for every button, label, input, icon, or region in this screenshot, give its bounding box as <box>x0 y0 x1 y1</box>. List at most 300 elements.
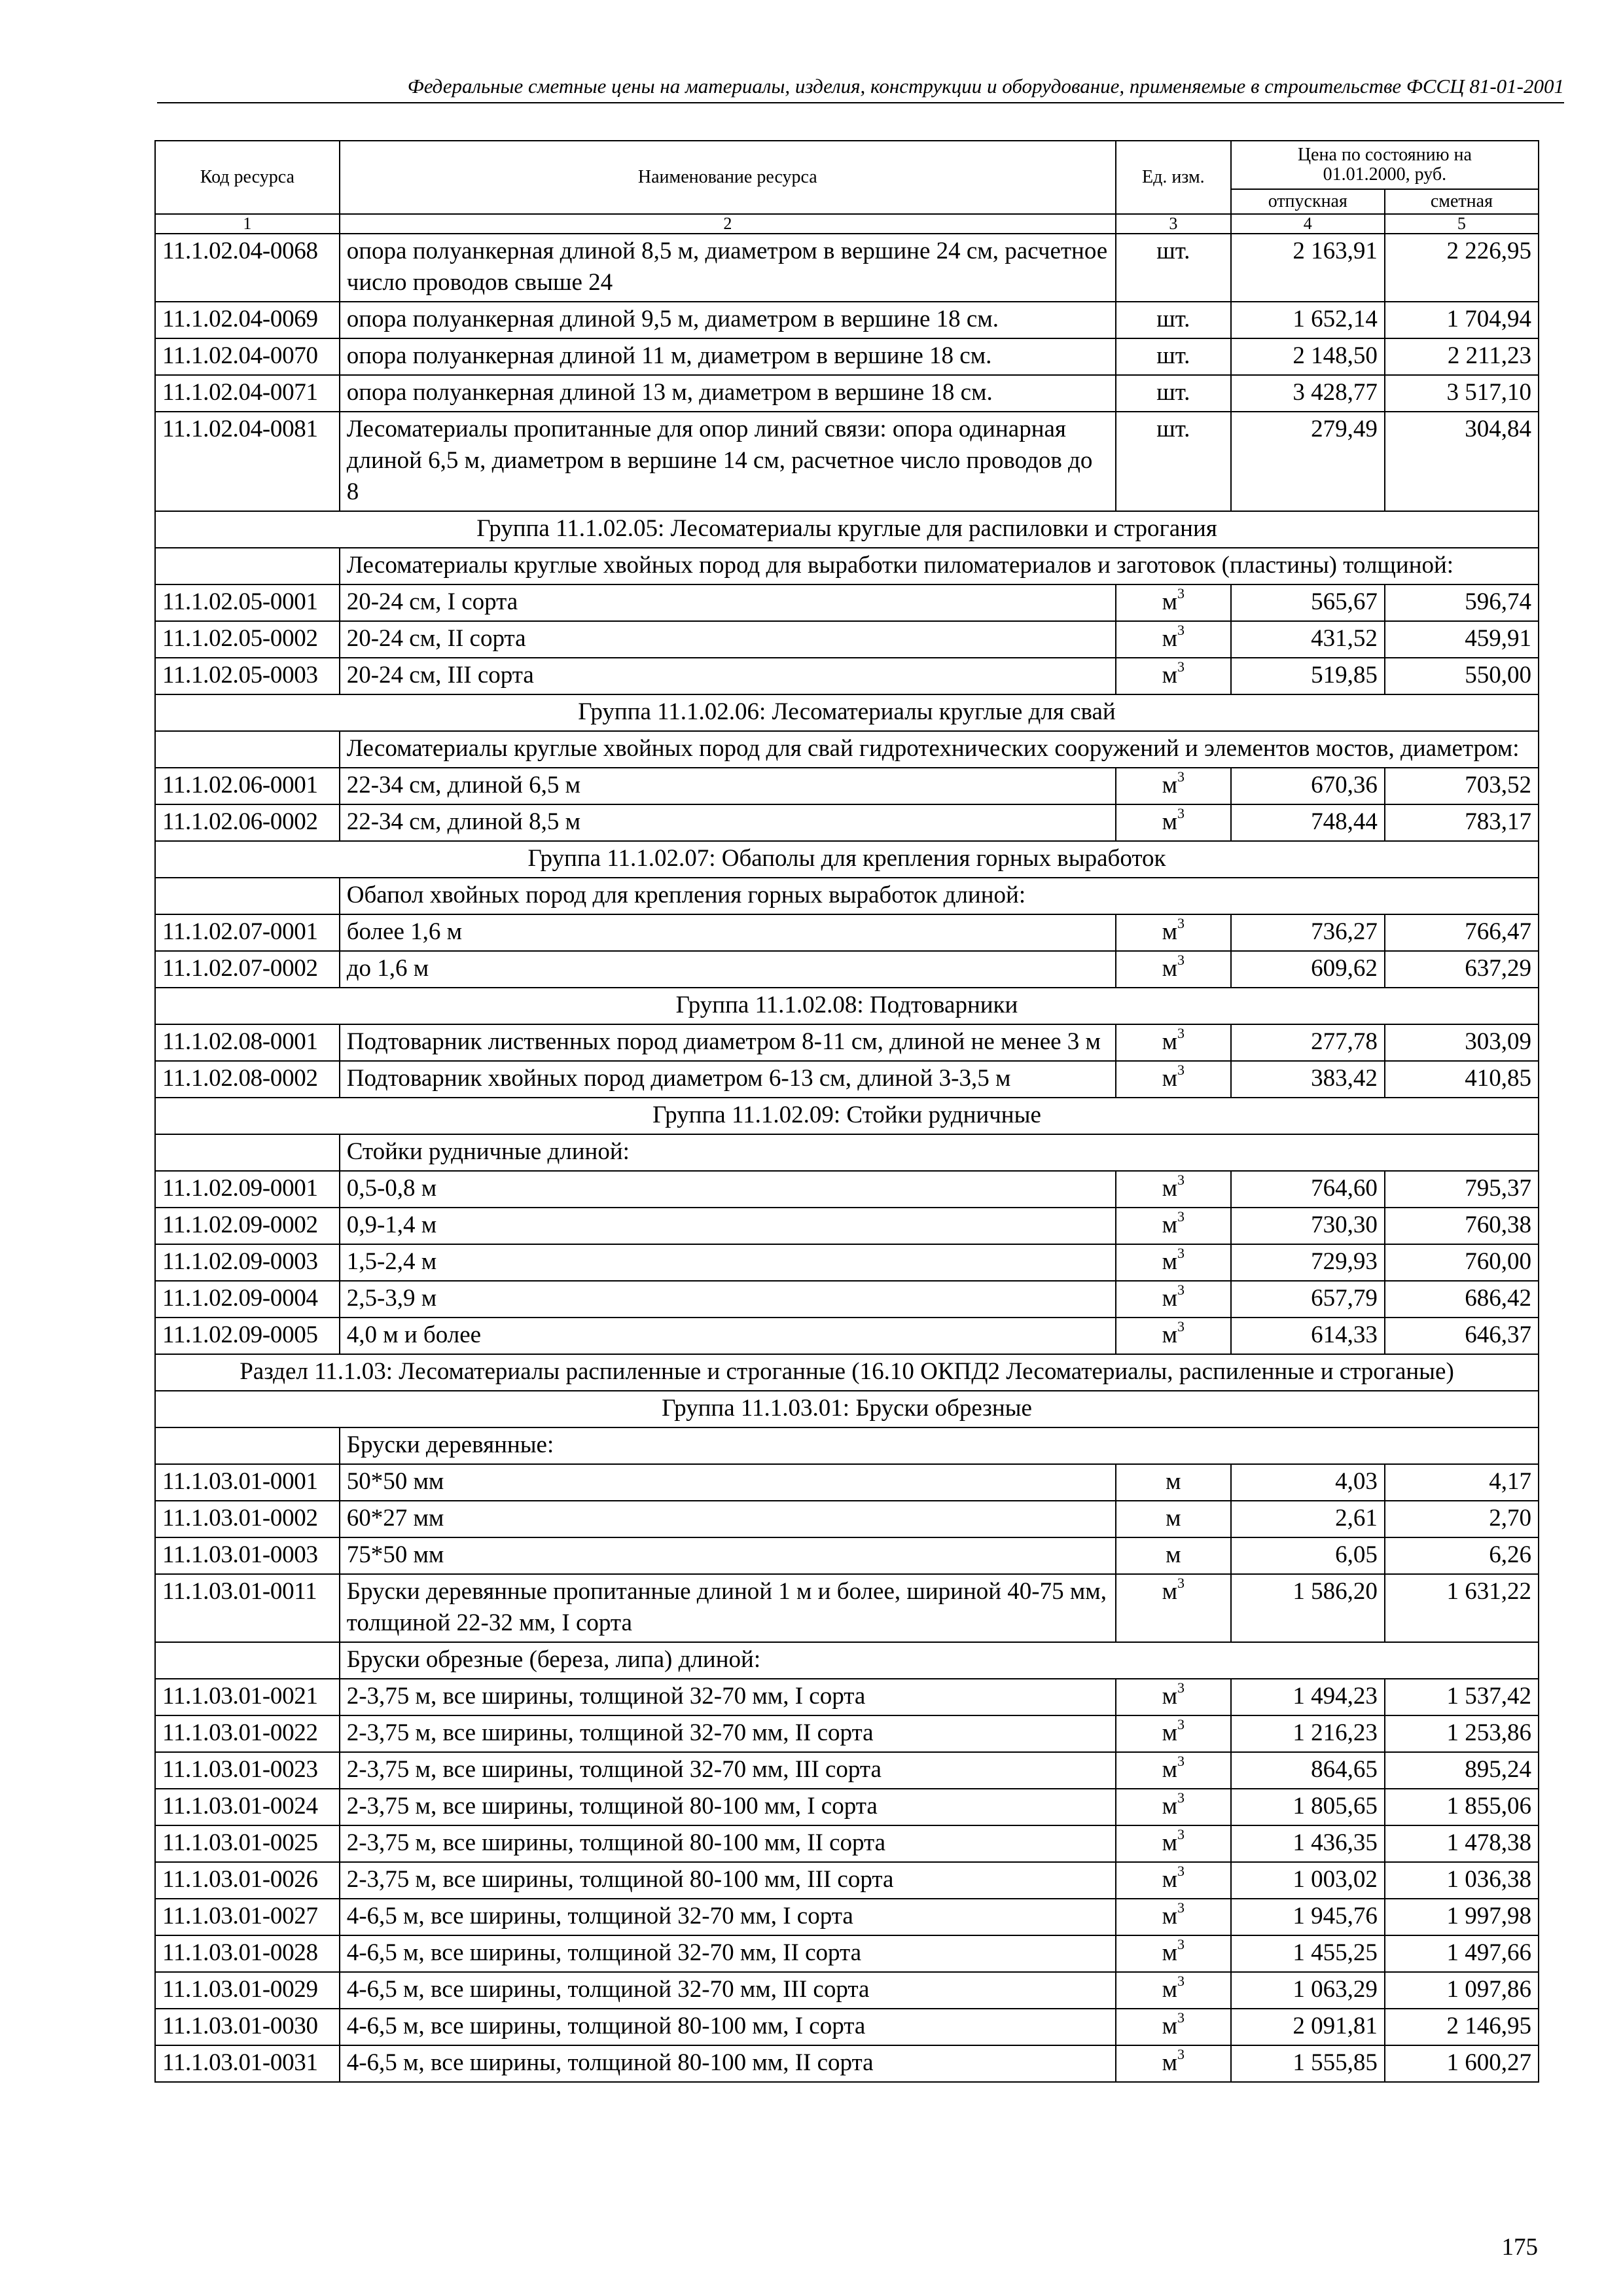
subheading-text: Бруски деревянные: <box>340 1427 1539 1464</box>
table-row <box>155 1464 1539 1501</box>
resource-code: 11.1.02.09-0003 <box>155 1244 340 1281</box>
resource-name: до 1,6 м <box>340 951 1116 988</box>
table-row <box>155 1862 1539 1899</box>
empty-code-cell <box>155 1134 340 1171</box>
unit-cell <box>1116 375 1231 412</box>
price-estimate: 304,84 <box>1385 412 1539 511</box>
price-estimate: 1 036,38 <box>1385 1862 1539 1899</box>
table-row <box>155 1825 1539 1862</box>
price-estimate: 1 253,86 <box>1385 1715 1539 1752</box>
unit-exponent: 3 <box>1177 1789 1185 1806</box>
price-release: 1 494,23 <box>1231 1679 1385 1715</box>
unit-cell <box>1116 804 1231 841</box>
unit-cell <box>1116 1679 1231 1715</box>
price-release: 2 091,81 <box>1231 2009 1385 2045</box>
resource-name: 1,5-2,4 м <box>340 1244 1116 1281</box>
resource-code: 11.1.03.01-0002 <box>155 1501 340 1537</box>
table-row <box>155 584 1539 621</box>
resource-code: 11.1.02.05-0001 <box>155 584 340 621</box>
resource-name: 60*27 мм <box>340 1501 1116 1537</box>
price-estimate: 637,29 <box>1385 951 1539 988</box>
unit-exponent: 3 <box>1177 768 1185 785</box>
table-row <box>155 1935 1539 1972</box>
resource-name: 22-34 см, длиной 6,5 м <box>340 768 1116 804</box>
price-release: 3 428,77 <box>1231 375 1385 412</box>
price-release: 6,05 <box>1231 1537 1385 1574</box>
table-row <box>155 2045 1539 2082</box>
unit-cell <box>1116 2009 1231 2045</box>
resource-code: 11.1.02.04-0081 <box>155 412 340 511</box>
unit-cell <box>1116 1715 1231 1752</box>
section-heading: Раздел 11.1.03: Лесоматериалы распиленные и строганные (16.10 ОКПД2 Лесоматериалы, распиленные и строганые) <box>155 1354 1539 1391</box>
unit-cell <box>1116 768 1231 804</box>
table-row <box>155 1318 1539 1354</box>
unit-exponent: 3 <box>1177 1024 1185 1041</box>
resource-code: 11.1.02.09-0001 <box>155 1171 340 1208</box>
unit-cell <box>1116 1752 1231 1789</box>
table-row <box>155 1715 1539 1752</box>
table-row <box>155 621 1539 658</box>
unit-cell <box>1116 951 1231 988</box>
price-release: 864,65 <box>1231 1752 1385 1789</box>
resource-name: 2-3,75 м, все ширины, толщиной 80-100 мм, III сорта <box>340 1862 1116 1899</box>
price-release: 383,42 <box>1231 1061 1385 1098</box>
header-price: Цена по состоянию на 01.01.2000, руб. <box>1231 141 1539 189</box>
unit-exponent: 3 <box>1177 1899 1185 1916</box>
resource-name: опора полуанкерная длиной 13 м, диаметром в вершине 18 см. <box>340 375 1116 412</box>
group-heading-row <box>155 1391 1539 1427</box>
unit-text: м <box>1162 1065 1178 1092</box>
subheading-text: Стойки рудничные длиной: <box>340 1134 1539 1171</box>
unit-text: м <box>1162 1028 1178 1055</box>
unit-cell <box>1116 1061 1231 1098</box>
price-release: 729,93 <box>1231 1244 1385 1281</box>
resource-name: 22-34 см, длиной 8,5 м <box>340 804 1116 841</box>
column-number: 2 <box>340 214 1116 234</box>
resource-name: Подтоварник лиственных пород диаметром 8-11 см, длиной не менее 3 м <box>340 1024 1116 1061</box>
group-heading: Группа 11.1.02.05: Лесоматериалы круглые для распиловки и строгания <box>155 511 1539 548</box>
page-number: 175 <box>1501 2234 1538 2261</box>
price-table <box>154 140 1539 2083</box>
resource-name: 4-6,5 м, все ширины, толщиной 32-70 мм, II сорта <box>340 1935 1116 1972</box>
resource-code: 11.1.03.01-0030 <box>155 2009 340 2045</box>
unit-text: м <box>1162 2049 1178 2076</box>
resource-name: Лесоматериалы пропитанные для опор линий связи: опора одинарная длиной 6,5 м, диаметром в вершине 14 см, расчетное число проводов до 8 <box>340 412 1116 511</box>
price-estimate: 1 537,42 <box>1385 1679 1539 1715</box>
unit-cell <box>1116 1464 1231 1501</box>
resource-name: 2-3,75 м, все ширины, толщиной 32-70 мм, II сорта <box>340 1715 1116 1752</box>
unit-text: шт. <box>1156 306 1190 332</box>
subheading-text: Бруски обрезные (береза, липа) длиной: <box>340 1642 1539 1679</box>
price-estimate: 4,17 <box>1385 1464 1539 1501</box>
resource-name: опора полуанкерная длиной 11 м, диаметром в вершине 18 см. <box>340 338 1116 375</box>
unit-cell <box>1116 1862 1231 1899</box>
price-estimate: 1 600,27 <box>1385 2045 1539 2082</box>
resource-code: 11.1.02.05-0003 <box>155 658 340 694</box>
table-row <box>155 1208 1539 1244</box>
unit-cell <box>1116 1789 1231 1825</box>
table-row <box>155 1024 1539 1061</box>
table-row <box>155 1679 1539 1715</box>
resource-code: 11.1.02.05-0002 <box>155 621 340 658</box>
subheading-row <box>155 1427 1539 1464</box>
resource-code: 11.1.03.01-0021 <box>155 1679 340 1715</box>
price-release: 670,36 <box>1231 768 1385 804</box>
price-estimate: 1 631,22 <box>1385 1574 1539 1642</box>
price-estimate: 760,00 <box>1385 1244 1539 1281</box>
unit-text: м <box>1162 1866 1178 1893</box>
price-release: 609,62 <box>1231 951 1385 988</box>
running-header: Федеральные сметные цены на материалы, изделия, конструкции и оборудование, применяемые в строительстве ФССЦ 81-01-2001 <box>157 73 1564 103</box>
unit-text: м <box>1162 1719 1178 1746</box>
resource-code: 11.1.02.08-0001 <box>155 1024 340 1061</box>
resource-code: 11.1.02.04-0070 <box>155 338 340 375</box>
unit-exponent: 3 <box>1177 1244 1185 1261</box>
resource-name: 2-3,75 м, все ширины, толщиной 32-70 мм, III сорта <box>340 1752 1116 1789</box>
group-heading-row <box>155 988 1539 1024</box>
unit-cell <box>1116 1972 1231 2009</box>
price-release: 277,78 <box>1231 1024 1385 1061</box>
table-row <box>155 1972 1539 2009</box>
group-heading: Группа 11.1.02.07: Обаполы для крепления горных выработок <box>155 841 1539 878</box>
group-heading-row <box>155 841 1539 878</box>
resource-code: 11.1.03.01-0003 <box>155 1537 340 1574</box>
unit-exponent: 3 <box>1177 1862 1185 1879</box>
resource-code: 11.1.02.08-0002 <box>155 1061 340 1098</box>
resource-name: 2-3,75 м, все ширины, толщиной 32-70 мм, I сорта <box>340 1679 1116 1715</box>
unit-text: м <box>1162 918 1178 945</box>
unit-exponent: 3 <box>1177 1752 1185 1769</box>
unit-exponent: 3 <box>1177 658 1185 675</box>
unit-cell <box>1116 1825 1231 1862</box>
unit-exponent: 3 <box>1177 1935 1185 1952</box>
unit-cell <box>1116 302 1231 338</box>
unit-exponent: 3 <box>1177 621 1185 638</box>
resource-name: 2-3,75 м, все ширины, толщиной 80-100 мм, I сорта <box>340 1789 1116 1825</box>
resource-code: 11.1.03.01-0024 <box>155 1789 340 1825</box>
empty-code-cell <box>155 548 340 584</box>
resource-name: Подтоварник хвойных пород диаметром 6-13 см, длиной 3-3,5 м <box>340 1061 1116 1098</box>
unit-text: м <box>1162 1578 1178 1605</box>
column-number: 1 <box>155 214 340 234</box>
price-release: 730,30 <box>1231 1208 1385 1244</box>
table-row <box>155 1171 1539 1208</box>
unit-text: м <box>1166 1468 1181 1495</box>
resource-name: 2-3,75 м, все ширины, толщиной 80-100 мм, II сорта <box>340 1825 1116 1862</box>
price-release: 1 455,25 <box>1231 1935 1385 1972</box>
unit-cell <box>1116 621 1231 658</box>
resource-code: 11.1.03.01-0031 <box>155 2045 340 2082</box>
resource-name: 4-6,5 м, все ширины, толщиной 32-70 мм, III сорта <box>340 1972 1116 2009</box>
resource-code: 11.1.03.01-0011 <box>155 1574 340 1642</box>
resource-name: 0,9-1,4 м <box>340 1208 1116 1244</box>
header-unit: Ед. изм. <box>1116 141 1231 214</box>
price-estimate: 550,00 <box>1385 658 1539 694</box>
table-row <box>155 302 1539 338</box>
unit-cell <box>1116 234 1231 302</box>
resource-name: опора полуанкерная длиной 8,5 м, диаметром в вершине 24 см, расчетное число проводов свыше 24 <box>340 234 1116 302</box>
table-row <box>155 412 1539 511</box>
unit-cell <box>1116 1208 1231 1244</box>
unit-text: м <box>1162 1211 1178 1238</box>
unit-exponent: 3 <box>1177 1061 1185 1078</box>
empty-code-cell <box>155 1427 340 1464</box>
empty-code-cell <box>155 1642 340 1679</box>
price-release: 764,60 <box>1231 1171 1385 1208</box>
unit-cell <box>1116 658 1231 694</box>
price-estimate: 1 478,38 <box>1385 1825 1539 1862</box>
table-row <box>155 338 1539 375</box>
resource-code: 11.1.02.09-0005 <box>155 1318 340 1354</box>
unit-text: м <box>1162 1939 1178 1966</box>
resource-code: 11.1.02.09-0002 <box>155 1208 340 1244</box>
unit-cell <box>1116 1935 1231 1972</box>
resource-name: 4,0 м и более <box>340 1318 1116 1354</box>
price-estimate: 6,26 <box>1385 1537 1539 1574</box>
table-header <box>155 141 1539 234</box>
resource-name: Бруски деревянные пропитанные длиной 1 м и более, шириной 40-75 мм, толщиной 22-32 мм, I сорта <box>340 1574 1116 1642</box>
price-release: 565,67 <box>1231 584 1385 621</box>
price-estimate: 2 146,95 <box>1385 2009 1539 2045</box>
price-estimate: 596,74 <box>1385 584 1539 621</box>
group-heading: Группа 11.1.02.08: Подтоварники <box>155 988 1539 1024</box>
price-estimate: 1 097,86 <box>1385 1972 1539 2009</box>
table-row <box>155 1574 1539 1642</box>
unit-text: шт. <box>1156 416 1190 442</box>
price-estimate: 686,42 <box>1385 1281 1539 1318</box>
header-price-estimate: сметная <box>1385 189 1539 214</box>
table-row <box>155 914 1539 951</box>
unit-exponent: 3 <box>1177 2045 1185 2062</box>
unit-text: м <box>1162 2013 1178 2039</box>
table-row <box>155 1244 1539 1281</box>
price-estimate: 3 517,10 <box>1385 375 1539 412</box>
unit-cell <box>1116 914 1231 951</box>
unit-text: м <box>1162 625 1178 652</box>
resource-name: 2,5-3,9 м <box>340 1281 1116 1318</box>
column-numbers-row <box>155 214 1539 234</box>
price-release: 1 216,23 <box>1231 1715 1385 1752</box>
unit-exponent: 3 <box>1177 584 1185 601</box>
unit-text: м <box>1162 1903 1178 1929</box>
table-row <box>155 1899 1539 1935</box>
group-heading: Группа 11.1.02.06: Лесоматериалы круглые для свай <box>155 694 1539 731</box>
subheading-text: Обапол хвойных пород для крепления горных выработок длиной: <box>340 878 1539 914</box>
table-row <box>155 951 1539 988</box>
resource-name: 75*50 мм <box>340 1537 1116 1574</box>
empty-code-cell <box>155 878 340 914</box>
price-estimate: 1 497,66 <box>1385 1935 1539 1972</box>
table-row <box>155 1537 1539 1574</box>
price-release: 657,79 <box>1231 1281 1385 1318</box>
resource-code: 11.1.03.01-0001 <box>155 1464 340 1501</box>
subheading-text: Лесоматериалы круглые хвойных пород для выработки пиломатериалов и заготовок (пластины) толщиной: <box>340 548 1539 584</box>
resource-name: 4-6,5 м, все ширины, толщиной 32-70 мм, I сорта <box>340 1899 1116 1935</box>
unit-exponent: 3 <box>1177 804 1185 821</box>
price-estimate: 2,70 <box>1385 1501 1539 1537</box>
unit-cell <box>1116 1899 1231 1935</box>
price-release: 1 063,29 <box>1231 1972 1385 2009</box>
unit-text: м <box>1162 1683 1178 1710</box>
price-release: 1 436,35 <box>1231 1825 1385 1862</box>
group-heading-row <box>155 694 1539 731</box>
unit-exponent: 3 <box>1177 2009 1185 2026</box>
unit-text: м <box>1162 1756 1178 1783</box>
unit-cell <box>1116 1281 1231 1318</box>
unit-cell <box>1116 338 1231 375</box>
unit-exponent: 3 <box>1177 1715 1185 1732</box>
unit-text: м <box>1162 1248 1178 1275</box>
price-release: 1 586,20 <box>1231 1574 1385 1642</box>
header-code: Код ресурса <box>155 141 340 214</box>
unit-exponent: 3 <box>1177 914 1185 931</box>
unit-text: м <box>1162 662 1178 689</box>
resource-code: 11.1.03.01-0025 <box>155 1825 340 1862</box>
table-row <box>155 1789 1539 1825</box>
price-estimate: 2 226,95 <box>1385 234 1539 302</box>
price-estimate: 1 997,98 <box>1385 1899 1539 1935</box>
resource-code: 11.1.02.04-0071 <box>155 375 340 412</box>
resource-name: 0,5-0,8 м <box>340 1171 1116 1208</box>
table-row <box>155 2009 1539 2045</box>
price-release: 2 163,91 <box>1231 234 1385 302</box>
empty-code-cell <box>155 731 340 768</box>
price-release: 1 003,02 <box>1231 1862 1385 1899</box>
table-row <box>155 1061 1539 1098</box>
resource-name: 50*50 мм <box>340 1464 1116 1501</box>
unit-text: шт. <box>1156 342 1190 369</box>
resource-code: 11.1.03.01-0026 <box>155 1862 340 1899</box>
price-release: 614,33 <box>1231 1318 1385 1354</box>
resource-code: 11.1.02.04-0068 <box>155 234 340 302</box>
subheading-row <box>155 548 1539 584</box>
unit-cell <box>1116 1501 1231 1537</box>
column-number: 3 <box>1116 214 1231 234</box>
price-estimate: 459,91 <box>1385 621 1539 658</box>
price-estimate: 1 704,94 <box>1385 302 1539 338</box>
unit-cell <box>1116 1024 1231 1061</box>
price-release: 748,44 <box>1231 804 1385 841</box>
unit-text: м <box>1162 808 1178 835</box>
unit-text: м <box>1162 1976 1178 2003</box>
resource-name: 20-24 см, II сорта <box>340 621 1116 658</box>
header-price-release: отпускная <box>1231 189 1385 214</box>
table-body <box>155 234 1539 2082</box>
unit-text: м <box>1162 1793 1178 1820</box>
subheading-row <box>155 1134 1539 1171</box>
price-release: 4,03 <box>1231 1464 1385 1501</box>
price-estimate: 703,52 <box>1385 768 1539 804</box>
group-heading: Группа 11.1.03.01: Бруски обрезные <box>155 1391 1539 1427</box>
unit-exponent: 3 <box>1177 1171 1185 1188</box>
header-name: Наименование ресурса <box>340 141 1116 214</box>
price-release: 736,27 <box>1231 914 1385 951</box>
column-number: 5 <box>1385 214 1539 234</box>
unit-text: шт. <box>1156 379 1190 406</box>
unit-cell <box>1116 584 1231 621</box>
resource-code: 11.1.03.01-0023 <box>155 1752 340 1789</box>
price-release: 431,52 <box>1231 621 1385 658</box>
resource-name: опора полуанкерная длиной 9,5 м, диаметром в вершине 18 см. <box>340 302 1116 338</box>
unit-exponent: 3 <box>1177 1972 1185 1989</box>
price-release: 2,61 <box>1231 1501 1385 1537</box>
resource-name: 4-6,5 м, все ширины, толщиной 80-100 мм, II сорта <box>340 2045 1116 2082</box>
unit-cell <box>1116 412 1231 511</box>
unit-exponent: 3 <box>1177 1208 1185 1225</box>
unit-text: шт. <box>1156 238 1190 264</box>
column-number: 4 <box>1231 214 1385 234</box>
price-estimate: 646,37 <box>1385 1318 1539 1354</box>
price-estimate: 2 211,23 <box>1385 338 1539 375</box>
unit-cell <box>1116 1244 1231 1281</box>
unit-exponent: 3 <box>1177 951 1185 968</box>
unit-cell <box>1116 1318 1231 1354</box>
resource-code: 11.1.03.01-0022 <box>155 1715 340 1752</box>
price-estimate: 766,47 <box>1385 914 1539 951</box>
table-row <box>155 375 1539 412</box>
group-heading: Группа 11.1.02.09: Стойки рудничные <box>155 1098 1539 1134</box>
section-heading-row <box>155 1354 1539 1391</box>
subheading-row <box>155 1642 1539 1679</box>
subheading-row <box>155 731 1539 768</box>
unit-text: м <box>1162 1175 1178 1202</box>
resource-code: 11.1.02.07-0002 <box>155 951 340 988</box>
resource-code: 11.1.02.07-0001 <box>155 914 340 951</box>
resource-code: 11.1.02.09-0004 <box>155 1281 340 1318</box>
unit-exponent: 3 <box>1177 1318 1185 1335</box>
table-row <box>155 1752 1539 1789</box>
unit-text: м <box>1166 1505 1181 1532</box>
group-heading-row <box>155 1098 1539 1134</box>
price-release: 279,49 <box>1231 412 1385 511</box>
subheading-row <box>155 878 1539 914</box>
table-row <box>155 1281 1539 1318</box>
price-estimate: 760,38 <box>1385 1208 1539 1244</box>
resource-code: 11.1.03.01-0027 <box>155 1899 340 1935</box>
unit-text: м <box>1162 1321 1178 1348</box>
unit-cell <box>1116 1171 1231 1208</box>
price-estimate: 410,85 <box>1385 1061 1539 1098</box>
unit-exponent: 3 <box>1177 1574 1185 1591</box>
table-row <box>155 234 1539 302</box>
price-release: 519,85 <box>1231 658 1385 694</box>
resource-code: 11.1.02.06-0001 <box>155 768 340 804</box>
unit-text: м <box>1162 1285 1178 1312</box>
group-heading-row <box>155 511 1539 548</box>
table-row <box>155 658 1539 694</box>
resource-code: 11.1.03.01-0029 <box>155 1972 340 2009</box>
price-release: 2 148,50 <box>1231 338 1385 375</box>
price-release: 1 652,14 <box>1231 302 1385 338</box>
unit-text: м <box>1162 588 1178 615</box>
unit-cell <box>1116 1537 1231 1574</box>
unit-text: м <box>1162 1829 1178 1856</box>
price-estimate: 303,09 <box>1385 1024 1539 1061</box>
price-release: 1 805,65 <box>1231 1789 1385 1825</box>
price-estimate: 783,17 <box>1385 804 1539 841</box>
unit-text: м <box>1166 1541 1181 1568</box>
subheading-text: Лесоматериалы круглые хвойных пород для свай гидротехнических сооружений и элементов мостов, диаметром: <box>340 731 1539 768</box>
price-release: 1 945,76 <box>1231 1899 1385 1935</box>
table-row <box>155 768 1539 804</box>
unit-exponent: 3 <box>1177 1825 1185 1842</box>
resource-name: 4-6,5 м, все ширины, толщиной 80-100 мм, I сорта <box>340 2009 1116 2045</box>
unit-exponent: 3 <box>1177 1679 1185 1696</box>
resource-name: 20-24 см, I сорта <box>340 584 1116 621</box>
price-estimate: 795,37 <box>1385 1171 1539 1208</box>
unit-cell <box>1116 2045 1231 2082</box>
resource-code: 11.1.02.06-0002 <box>155 804 340 841</box>
